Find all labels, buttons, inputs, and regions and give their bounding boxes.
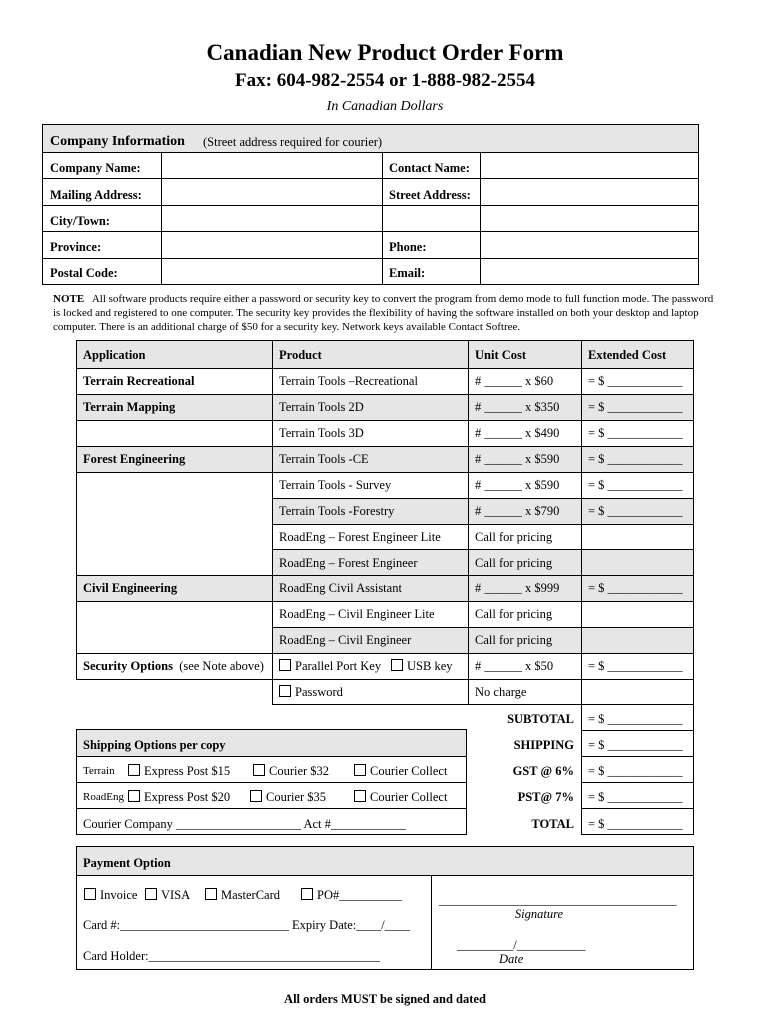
note-text: All software products require either a password or security key to convert the program from demo mode to full function mode. The password is locked and registered to one computer. The security key provides the flexibility of having the software installed on both your desktop and laptop computer. There is an additional charge of $50 for a security key. Network keys available Contact Softree. — [53, 293, 714, 333]
security-unit-cost-field[interactable]: # ______ x $50 — [475, 659, 554, 673]
form-title: Canadian New Product Order Form — [206, 40, 564, 65]
usb-key-checkbox[interactable] — [391, 659, 403, 671]
phone-label: Phone: — [389, 240, 427, 254]
pst-field[interactable]: = $ ____________ — [588, 790, 683, 804]
date-label: Date — [499, 952, 524, 966]
shipping-field[interactable]: = $ ____________ — [588, 738, 683, 752]
product-row: RoadEng – Forest Engineer Lite — [279, 530, 441, 544]
roadeng-courier-collect-option[interactable] — [354, 790, 447, 805]
product-row: RoadEng – Forest Engineer — [279, 556, 418, 570]
terrain-express-post-checkbox[interactable] — [128, 764, 140, 776]
usb-key-option[interactable] — [391, 659, 453, 674]
password-checkbox[interactable] — [279, 685, 291, 697]
mailing-address-label: Mailing Address: — [50, 188, 142, 202]
app-terrain-mapping: Terrain Mapping — [83, 400, 176, 414]
roadeng-express-post-checkbox[interactable] — [128, 790, 140, 802]
courier-company-field[interactable]: Courier Company ____________________ Act #____________ — [83, 817, 406, 831]
invoice-checkbox[interactable] — [84, 888, 96, 900]
unit-cost-field[interactable]: # ______ x $60 — [475, 374, 554, 388]
app-civil-engineering: Civil Engineering — [83, 581, 178, 595]
postal-code-label: Postal Code: — [50, 266, 118, 280]
password-unit-cost: No charge — [475, 685, 527, 699]
city-town-label: City/Town: — [50, 214, 110, 228]
password-label: Password — [295, 685, 343, 699]
contact-name-field[interactable] — [481, 153, 698, 178]
visa-checkbox[interactable] — [145, 888, 157, 900]
extended-cost-field[interactable]: = $ ____________ — [588, 452, 683, 466]
postal-code-field[interactable] — [162, 259, 382, 284]
card-holder-field[interactable]: Card Holder:_____________________________________ — [83, 949, 380, 963]
unit-cost-field[interactable]: # ______ x $790 — [475, 504, 560, 518]
subtotal-field[interactable]: = $ ____________ — [588, 712, 683, 726]
currency-note: In Canadian Dollars — [326, 99, 444, 114]
province-label: Province: — [50, 240, 102, 254]
extended-cost-field[interactable]: = $ ____________ — [588, 400, 683, 414]
note-label: NOTE — [53, 293, 85, 305]
visa-option[interactable] — [145, 888, 190, 903]
terrain-courier-collect-label: Courier Collect — [370, 764, 448, 778]
parallel-port-key-checkbox[interactable] — [279, 659, 291, 671]
header-unit-cost: Unit Cost — [475, 348, 527, 362]
invoice-label: Invoice — [100, 888, 138, 902]
email-label: Email: — [389, 266, 426, 280]
terrain-express-post-label: Express Post $15 — [144, 764, 231, 778]
province-field[interactable] — [162, 232, 382, 258]
shipping-options-title: Shipping Options per copy — [83, 738, 226, 752]
unit-cost-field[interactable]: # ______ x $999 — [475, 581, 560, 595]
security-extended-cost-field[interactable]: = $ ____________ — [588, 659, 683, 673]
extended-cost-field[interactable]: = $ ____________ — [588, 581, 683, 595]
po-number-field[interactable]: PO#__________ — [317, 888, 402, 902]
security-options-note: (see Note above) — [179, 659, 264, 673]
app-terrain-recreational: Terrain Recreational — [83, 374, 195, 388]
roadeng-courier-collect-checkbox[interactable] — [354, 790, 366, 802]
unit-cost-text: Call for pricing — [475, 607, 553, 621]
terrain-courier-collect-checkbox[interactable] — [354, 764, 366, 776]
shipping-terrain-label: Terrain — [83, 765, 115, 777]
fax-line: Fax: 604-982-2554 or 1-888-982-2554 — [235, 70, 535, 91]
unit-cost-text: Call for pricing — [475, 530, 553, 544]
extended-cost-field[interactable]: = $ ____________ — [588, 504, 683, 518]
extended-cost-field[interactable]: = $ ____________ — [588, 426, 683, 440]
company-name-label: Company Name: — [50, 161, 141, 175]
subtotal-label: SUBTOTAL — [507, 712, 574, 726]
company-section-note: (Street address required for courier) — [203, 135, 383, 149]
mailing-address-field[interactable] — [162, 179, 382, 205]
roadeng-courier-option[interactable] — [250, 790, 326, 805]
header-application: Application — [83, 348, 146, 362]
visa-label: VISA — [161, 888, 191, 902]
total-field[interactable]: = $ ____________ — [588, 817, 683, 831]
payment-option-title: Payment Option — [83, 856, 171, 870]
phone-field[interactable] — [481, 232, 698, 258]
terrain-courier-checkbox[interactable] — [253, 764, 265, 776]
product-row: Terrain Tools -CE — [279, 452, 369, 466]
parallel-port-key-option[interactable] — [279, 659, 381, 674]
terrain-courier-option[interactable] — [253, 764, 329, 779]
security-options-title: Security Options — [83, 659, 173, 673]
roadeng-courier-collect-label: Courier Collect — [370, 790, 448, 804]
security-options-label — [83, 659, 264, 674]
unit-cost-field[interactable]: # ______ x $590 — [475, 478, 560, 492]
roadeng-courier-label: Courier $35 — [266, 790, 327, 804]
unit-cost-text: Call for pricing — [475, 633, 553, 647]
product-row: RoadEng Civil Assistant — [279, 581, 402, 595]
product-row: RoadEng – Civil Engineer Lite — [279, 607, 435, 621]
roadeng-express-post-label: Express Post $20 — [144, 790, 231, 804]
product-row: Terrain Tools -Forestry — [279, 504, 395, 518]
gst-label: GST @ 6% — [512, 764, 574, 778]
mastercard-option[interactable] — [205, 888, 280, 903]
unit-cost-text: Call for pricing — [475, 556, 553, 570]
unit-cost-field[interactable]: # ______ x $350 — [475, 400, 560, 414]
header-product: Product — [279, 348, 322, 362]
unit-cost-field[interactable]: # ______ x $490 — [475, 426, 560, 440]
footer-note: All orders MUST be signed and dated — [284, 992, 486, 1006]
invoice-option[interactable] — [84, 888, 137, 903]
contact-name-label: Contact Name: — [389, 161, 470, 175]
date-field[interactable]: _________/___________ — [457, 938, 586, 952]
product-row: Terrain Tools 2D — [279, 400, 364, 414]
company-section-title: Company Information — [50, 134, 185, 149]
password-option[interactable] — [279, 685, 343, 700]
product-row: Terrain Tools - Survey — [279, 478, 392, 492]
terrain-express-post-option[interactable] — [128, 764, 230, 779]
extended-cost-field[interactable]: = $ ____________ — [588, 478, 683, 492]
email-field[interactable] — [481, 259, 698, 284]
product-row: RoadEng – Civil Engineer — [279, 633, 412, 647]
signature-field[interactable]: ______________________________________ — [439, 893, 677, 907]
extended-cost-field[interactable]: = $ ____________ — [588, 374, 683, 388]
po-option[interactable] — [301, 888, 402, 903]
shipping-roadeng-label: RoadEng — [83, 791, 124, 803]
card-number-field[interactable]: Card #:___________________________ Expiry Date:____/____ — [83, 918, 410, 932]
software-note — [53, 292, 723, 334]
product-row: Terrain Tools 3D — [279, 426, 364, 440]
roadeng-express-post-option[interactable] — [128, 790, 230, 805]
header-extended-cost: Extended Cost — [588, 348, 667, 362]
city-town-field[interactable] — [162, 206, 382, 231]
usb-key-label: USB key — [407, 659, 453, 673]
terrain-courier-collect-option[interactable] — [354, 764, 447, 779]
street-address-label: Street Address: — [389, 188, 471, 202]
total-label: TOTAL — [531, 817, 574, 831]
street-address-field[interactable] — [481, 179, 698, 205]
signature-label: Signature — [514, 907, 564, 921]
mastercard-checkbox[interactable] — [205, 888, 217, 900]
app-forest-engineering: Forest Engineering — [83, 452, 186, 466]
roadeng-courier-checkbox[interactable] — [250, 790, 262, 802]
shipping-label: SHIPPING — [513, 738, 574, 752]
gst-field[interactable]: = $ ____________ — [588, 764, 683, 778]
company-name-field[interactable] — [162, 153, 382, 178]
terrain-courier-label: Courier $32 — [269, 764, 330, 778]
mastercard-label: MasterCard — [221, 888, 281, 902]
unit-cost-field[interactable]: # ______ x $590 — [475, 452, 560, 466]
pst-label: PST@ 7% — [517, 790, 574, 804]
parallel-port-key-label: Parallel Port Key — [295, 659, 382, 673]
product-row: Terrain Tools –Recreational — [279, 374, 418, 388]
po-checkbox[interactable] — [301, 888, 313, 900]
